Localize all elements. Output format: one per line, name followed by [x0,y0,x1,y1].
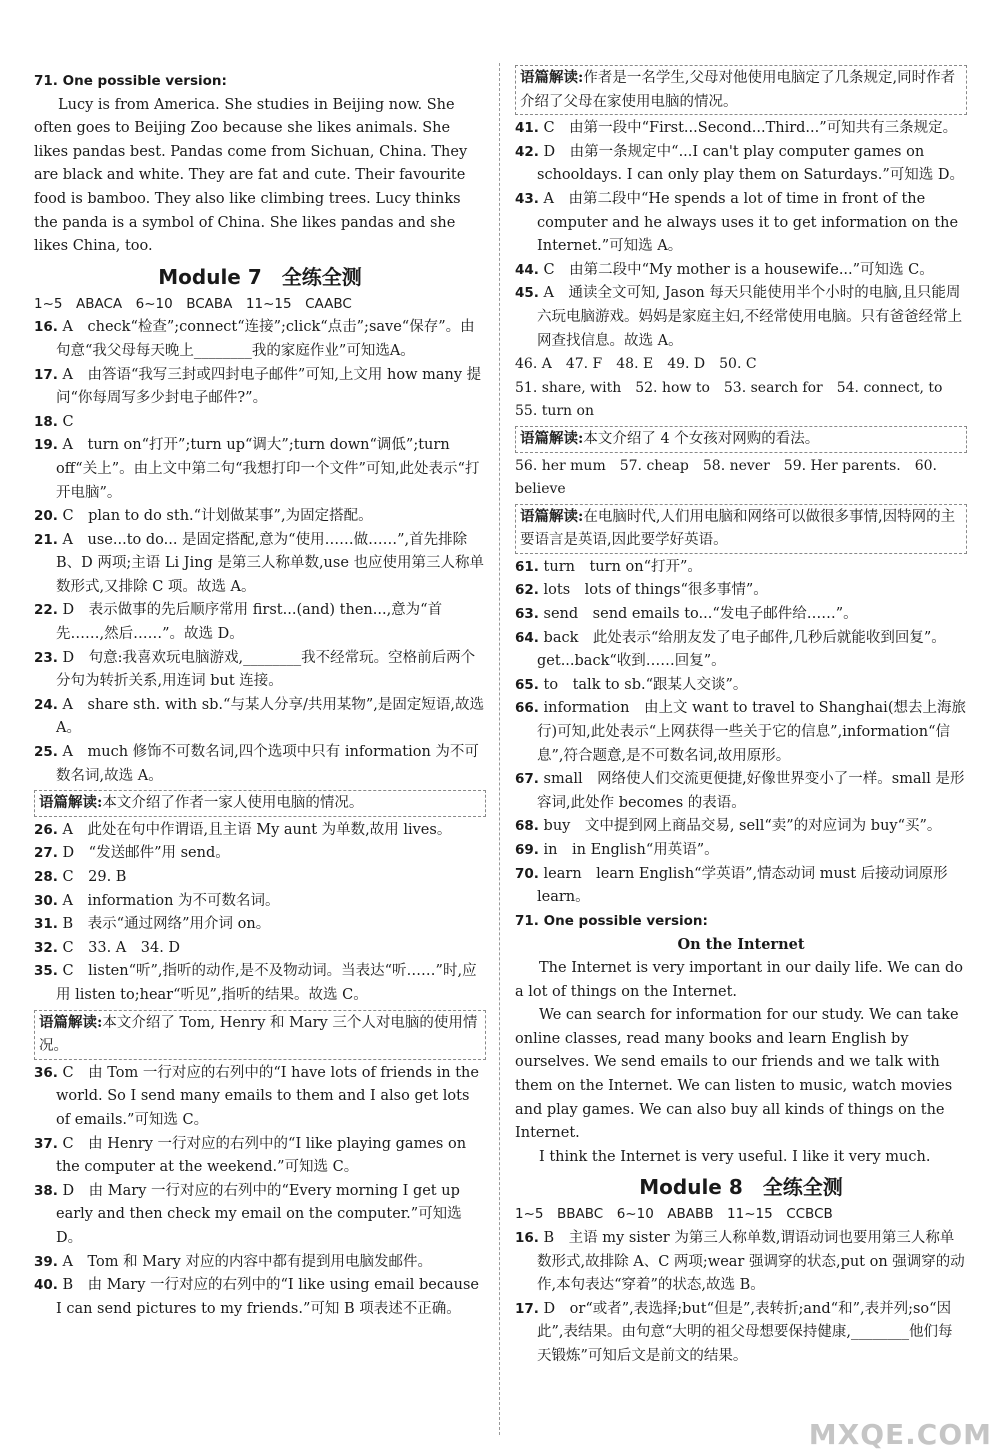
essay-paragraph: The Internet is very important in our daily life. We can do a lot of things on the Internet. [515,959,964,1000]
item-number: 17. [34,366,58,383]
note-text: 本文介绍了 4 个女孩对网购的看法。 [583,430,820,447]
answer-item [515,603,967,627]
note-text: 本文介绍了 Tom, Henry 和 Mary 三个人对电脑的使用情况。 [39,1014,478,1055]
answer-item [515,1298,967,1369]
note-label: 语篇解读: [520,69,584,86]
answer-item [34,411,486,435]
answer-item [515,1227,967,1298]
item-number: 16. [34,319,58,336]
item-text: C listen“听”,指听的动作,是不及物动词。当表达“听……”时,应用 listen to;hear“听见”,指听的结果。故选 C。 [56,963,477,1003]
item-number: 44. [515,261,539,278]
q71-heading: 71. One possible version: [34,73,227,89]
item-number: 27. [34,845,58,862]
item-text: D 句意:我喜欢玩电脑游戏,________我不经常玩。空格前后两个分句为转折关系,用连词 but 连接。 [56,649,476,690]
item-text: B 由 Mary 一行对应的右列中的“I like using email because I can send pictures to my friends.”可知 B 项表述不正确。 [56,1277,480,1317]
answer-item [515,839,967,863]
answer-item [515,141,967,188]
item-text: C [62,413,74,430]
answer-item [34,890,486,914]
answer-item [515,674,967,698]
item-number: 63. [515,606,539,623]
answer-list [515,1227,967,1369]
item-number: 26. [34,821,58,838]
answer-item [34,913,486,937]
item-number: 16. [515,1229,539,1246]
item-number: 17. [515,1300,539,1317]
item-number: 70. [515,865,539,882]
item-number: 38. [34,1182,58,1199]
module8-title: Module 8 全练全测 [639,1175,843,1200]
item-number: 24. [34,696,58,713]
passage-note [515,65,967,115]
item-number: 45. [515,285,539,302]
answer-item [34,842,486,866]
item-text: A 通读全文可知, Jason 每天只能使用半个小时的电脑,且只能周六玩电脑游戏。妈妈是家庭主妇,不经常使用电脑。只有爸爸经常上网查找信息。故选 A。 [537,285,963,349]
item-number: 31. [34,916,58,933]
answer-list [34,316,486,788]
item-text: C 由第一段中“First...Second...Third...”可知共有三条规定。 [543,120,958,137]
item-number: 39. [34,1253,58,1270]
item-text: D or“或者”,表选择;but“但是”,表转折;and“和”,表并列;so“因此”,表结果。由句意“大明的祖父母想要保持健康,________他们每天锻炼”可知后文是前文的结果。 [537,1300,953,1364]
answer-item [34,434,486,505]
answer-item [34,866,486,890]
item-text: A information 为不可数名词。 [62,892,280,909]
item-text: B 表示“通过网络”用介词 on。 [62,916,271,933]
answer-item [515,697,967,768]
item-text: small 网络使人们交流更便捷,好像世界变小了一样。small 是形容词,此处作 becomes 的表语。 [537,771,965,811]
item-number: 64. [515,629,539,646]
q71-heading: 71. One possible version: [515,912,708,929]
item-text: A 由第二段中“He spends a lot of time in front of the computer and he always uses it to get information on the Internet.”可知选 A。 [537,190,959,255]
answer-list [34,819,486,1008]
passage-note [515,426,967,453]
item-text: C 33. A 34. D [62,939,181,956]
item-number: 20. [34,508,58,525]
item-text: D “发送邮件”用 send。 [62,845,230,862]
answer-item [515,815,967,839]
answer-row: 51. share, with 52. how to 53. search for 54. connect, to [515,379,943,396]
item-text: A use...to do... 是固定搭配,意为“使用……做……”,首先排除 B、D 两项;主语 Li Jing 是第三人称单数,use 也应使用第三人称单数形式,又排除 C 项。故选 A。 [56,531,485,595]
item-number: 68. [515,818,539,835]
note-label: 语篇解读: [39,1013,103,1031]
item-number: 25. [34,744,58,761]
item-number: 32. [34,939,58,956]
answer-item [515,556,967,580]
item-number: 42. [515,143,539,160]
note-label: 语篇解读: [520,507,584,525]
item-text: C 29. B [62,869,127,885]
item-text: turn turn on“打开”。 [543,558,702,575]
item-number: 23. [34,649,58,666]
item-number: 36. [34,1064,58,1081]
item-text: A 此处在句中作谓语,且主语 My aunt 为单数,故用 lives。 [62,821,452,838]
module7-title: Module 7 全练全测 [158,264,362,289]
item-number: 43. [515,190,539,207]
answer-row: 46. A 47. F 48. E 49. D 50. C [515,356,757,373]
q71-essay-text: Lucy is from America. She studies in Beijing now. She often goes to Beijing Zoo because she likes animals. She likes pandas best. Pandas come from Sichuan, China. They are black and white. They are fat and cute. Their favourite food is bamboo. They also like climbing trees. Lucy thinks the panda is a symbol of China. She likes pandas and she likes China, too. [34,96,468,255]
module7-answer-row: 1~5 ABACA 6~10 BCABA 11~15 CAABC [34,295,352,312]
item-text: learn learn English“学英语”,情态动词 must 后接动词原形 learn。 [537,865,948,906]
item-text: A turn on“打开”;turn up“调大”;turn down“调低”;turn off“关上”。由上文中第二句“我想打印一个文件”可知,此处表示“打开电脑”。 [56,437,480,501]
answer-item [34,529,486,600]
item-number: 28. [34,869,58,885]
answer-item [515,768,967,815]
item-text: send send emails to...“发电子邮件给……”。 [543,606,858,623]
answer-item [515,863,967,910]
passage-note [515,504,967,554]
answer-item [515,188,967,259]
answer-item [515,627,967,674]
answer-item [34,741,486,788]
item-number: 37. [34,1135,58,1152]
module8-answer-row: 1~5 BBABC 6~10 ABABB 11~15 CCBCB [515,1206,833,1223]
item-number: 66. [515,700,539,717]
item-number: 30. [34,892,58,909]
item-text: A much 修饰不可数名词,四个选项中只有 information 为不可数名词,故选 A。 [56,744,479,784]
item-text: in in English“用英语”。 [543,842,719,858]
answer-item [34,1274,486,1321]
item-text: A Tom 和 Mary 对应的内容中都有提到用电脑发邮件。 [62,1253,432,1270]
item-number: 61. [515,558,539,575]
note-label: 语篇解读: [39,794,103,812]
item-text: D 由第一条规定中“...I can't play computer games on schooldays. I can only play them on Saturdays.”可知选 D。 [537,143,964,184]
right-column [515,63,967,1368]
item-text: B 主语 my sister 为第三人称单数,谓语动词也要用第三人称单数形式,故排除 A、C 两项;wear 强调穿的状态,put on 强调穿的动作,本句表达“穿着”的状态,故选 B。 [537,1229,965,1294]
item-number: 62. [515,582,539,599]
answer-item [515,117,967,141]
item-text: A share sth. with sb.“与某人分享/共用某物”,是固定短语,故选 A。 [56,696,484,737]
answer-item [34,937,486,961]
answer-item [515,259,967,283]
item-text: information 由上文 want to travel to Shanghai(想去上海旅行)可知,此处表示“上网获得一些关于它的信息”,information“信息”,符合题意,是不可数名词,故用原形。 [537,700,966,764]
q71-essay [34,94,486,259]
passage-note [34,790,486,817]
essay-paragraph: I think the Internet is very useful. I like it very much. [539,1148,931,1165]
item-number: 69. [515,842,539,858]
item-text: to talk to sb.“跟某人交谈”。 [543,676,748,693]
item-number: 40. [34,1277,58,1294]
item-number: 22. [34,602,58,619]
note-text: 本文介绍了作者一家人使用电脑的情况。 [102,795,364,812]
answer-item [34,1133,486,1180]
left-column [34,70,486,1321]
watermark-logo: MXQE.COM [808,1418,992,1451]
item-text: C 由 Henry 一行对应的右列中的“I like playing games on the computer at the weekend.”可知选 C。 [56,1135,467,1176]
answer-item [34,819,486,843]
item-number: 41. [515,120,539,137]
answer-item [515,282,967,353]
item-text: C 由 Tom 一行对应的右列中的“I have lots of friends in the world. So I send many emails to them and I also get lots of emails.”可知选 C。 [56,1064,479,1128]
item-number: 67. [515,771,539,788]
note-text: 作者是一名学生,父母对他使用电脑定了几条规定,同时作者介绍了父母在家使用电脑的情况。 [520,70,956,110]
internet-essay [515,933,967,1169]
item-text: A check“检查”;connect“连接”;click“点击”;save“保存”。由句意“我父母每天晚上________我的家庭作业”可知选A。 [56,319,475,359]
answer-list [515,117,967,353]
answer-item [34,505,486,529]
answer-item [34,1251,486,1275]
item-text: D 表示做事的先后顺序常用 first...(and) then...,意为“首先……,然后……”。故选 D。 [56,602,443,643]
item-number: 35. [34,963,58,980]
item-text: C plan to do sth.“计划做某事”,为固定搭配。 [62,508,373,525]
item-number: 21. [34,531,58,548]
answer-item [515,579,967,603]
answer-item [34,364,486,411]
item-text: back 此处表示“给朋友发了电子邮件,几秒后就能收到回复”。get...back“收到……回复”。 [537,629,946,670]
answer-item [34,1180,486,1251]
item-number: 18. [34,413,58,430]
answer-list [34,1062,486,1322]
answer-item [34,316,486,363]
note-label: 语篇解读: [520,429,584,447]
answer-item [34,647,486,694]
item-text: lots lots of things“很多事情”。 [543,582,768,599]
item-text: A 由答语“我写三封或四封电子邮件”可知,上文用 how many 提问“你每周写多少封电子邮件?”。 [56,366,482,407]
column-divider [499,63,500,1435]
essay-title: On the Internet [677,936,805,954]
passage-note [34,1010,486,1060]
answer-row: 56. her mum 57. cheap 58. never 59. Her parents. 60. believe [515,457,937,498]
essay-paragraph: We can search for information for our study. We can take online classes, read many books and learn English by ourselves. We send emails to our friends and we talk with them on the Internet. We can listen to music, watch movies and play games. We can also buy all kinds of things on the Internet. [515,1007,959,1142]
answer-item [34,960,486,1007]
item-number: 19. [34,437,58,454]
answer-item [34,1062,486,1133]
item-text: C 由第二段中“My mother is a housewife...”可知选 C。 [543,261,934,278]
item-number: 65. [515,676,539,693]
answer-list [515,556,967,910]
answer-item [34,599,486,646]
note-text: 在电脑时代,人们用电脑和网络可以做很多事情,因特网的主要语言是英语,因此要学好英语。 [520,508,956,549]
item-text: buy 文中提到网上商品交易, sell“卖”的对应词为 buy“买”。 [543,818,942,835]
answer-row: 55. turn on [515,403,594,420]
answer-item [34,694,486,741]
item-text: D 由 Mary 一行对应的右列中的“Every morning I get up early and then check my email on the computer.”可知选 D。 [56,1182,462,1246]
